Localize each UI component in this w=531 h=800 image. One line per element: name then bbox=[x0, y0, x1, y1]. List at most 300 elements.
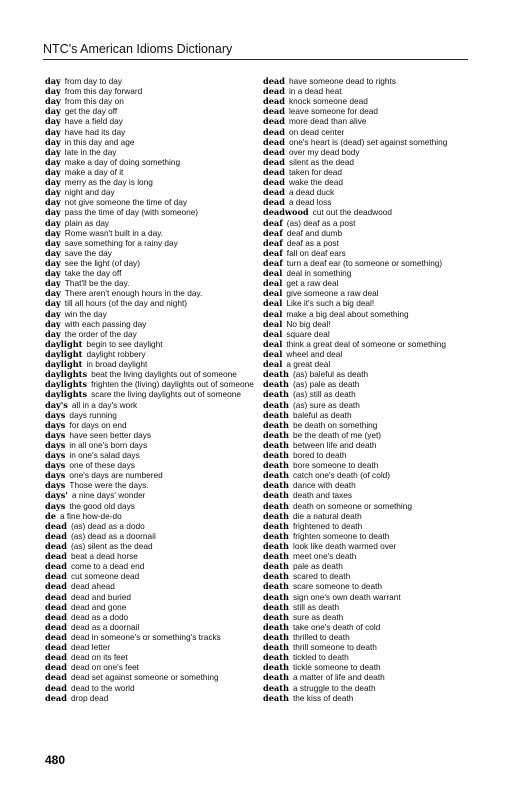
idiom-phrase: a dead loss bbox=[288, 197, 332, 208]
headword: death bbox=[263, 541, 289, 552]
headword: daylight bbox=[45, 338, 83, 349]
headword: day bbox=[45, 318, 61, 329]
index-entry bbox=[45, 127, 259, 137]
idiom-phrase: sign one's own death warrant bbox=[292, 591, 401, 602]
index-entry bbox=[263, 268, 477, 278]
index-entry bbox=[263, 197, 477, 207]
headword: death bbox=[263, 561, 289, 572]
headword: death bbox=[263, 682, 289, 693]
headword: day bbox=[45, 156, 61, 167]
idiom-phrase: cut someone dead bbox=[70, 571, 140, 582]
idiom-phrase: (as) dead as a dodo bbox=[70, 520, 145, 531]
index-entry bbox=[263, 106, 477, 116]
headword: dead bbox=[45, 601, 67, 612]
left-column bbox=[45, 76, 259, 703]
index-entry bbox=[45, 278, 259, 288]
index-entry bbox=[45, 551, 259, 561]
index-entry bbox=[263, 157, 477, 167]
idiom-phrase: on dead center bbox=[288, 126, 345, 137]
idiom-phrase: frighten the (living) daylights out of someone bbox=[91, 379, 254, 390]
index-entry bbox=[263, 187, 477, 197]
index-entry bbox=[45, 490, 259, 500]
idiom-phrase: dance with death bbox=[292, 480, 356, 491]
headword: deal bbox=[263, 298, 283, 309]
headword: dead bbox=[45, 692, 67, 703]
index-entry bbox=[45, 197, 259, 207]
index-entry bbox=[45, 238, 259, 248]
index-entry bbox=[263, 480, 477, 490]
index-entry bbox=[45, 410, 259, 420]
index-entry bbox=[45, 652, 259, 662]
idiom-phrase: (as) baleful as death bbox=[292, 369, 369, 380]
headword: deaf bbox=[263, 227, 283, 238]
headword: deal bbox=[263, 328, 283, 339]
index-entry bbox=[45, 147, 259, 157]
index-entry bbox=[263, 551, 477, 561]
index-entry bbox=[45, 329, 259, 339]
idiom-phrase: square deal bbox=[286, 328, 330, 339]
idiom-phrase: taken for dead bbox=[288, 166, 343, 177]
headword: dead bbox=[45, 682, 67, 693]
idiom-phrase: days running bbox=[69, 409, 117, 420]
index-entry bbox=[45, 521, 259, 531]
headword: deal bbox=[263, 318, 283, 329]
headword: dead bbox=[45, 632, 67, 643]
headword: deal bbox=[263, 268, 283, 279]
idiom-phrase: thrill someone to death bbox=[292, 642, 377, 653]
index-entry bbox=[263, 177, 477, 187]
headword: deaf bbox=[263, 257, 283, 268]
idiom-phrase: cut out the deadwood bbox=[312, 207, 393, 218]
right-column bbox=[263, 76, 477, 703]
idiom-phrase: make a day of doing something bbox=[64, 156, 181, 167]
idiom-phrase: silent as the dead bbox=[288, 156, 355, 167]
index-entry bbox=[45, 369, 259, 379]
index-entry bbox=[45, 450, 259, 460]
idiom-phrase: in one's salad days bbox=[69, 450, 140, 461]
idiom-phrase: not give someone the time of day bbox=[64, 197, 188, 208]
index-entry bbox=[263, 389, 477, 399]
index-entry bbox=[263, 207, 477, 217]
headword: days bbox=[45, 460, 66, 471]
idiom-phrase: deal in something bbox=[286, 268, 352, 279]
index-entry bbox=[45, 137, 259, 147]
idiom-phrase: dead and gone bbox=[70, 601, 127, 612]
idiom-phrase: see the light (of day) bbox=[64, 257, 140, 268]
index-entry bbox=[45, 531, 259, 541]
headword: day bbox=[45, 298, 61, 309]
index-entry bbox=[263, 258, 477, 268]
idiom-phrase: beat a dead horse bbox=[70, 551, 138, 562]
index-entry bbox=[263, 288, 477, 298]
index-entry bbox=[263, 460, 477, 470]
index-entry bbox=[263, 592, 477, 602]
index-entry bbox=[45, 389, 259, 399]
idiom-phrase: till all hours (of the day and night) bbox=[64, 298, 188, 309]
headword: death bbox=[263, 571, 289, 582]
headword: dead bbox=[45, 530, 67, 541]
index-entry bbox=[45, 642, 259, 652]
idiom-phrase: think a great deal of someone or something bbox=[286, 338, 446, 349]
idiom-phrase: between life and death bbox=[292, 439, 377, 450]
headword: deal bbox=[263, 359, 283, 370]
index-entry bbox=[45, 501, 259, 511]
headword: day bbox=[45, 217, 61, 228]
headword: day bbox=[45, 166, 61, 177]
idiom-phrase: in broad daylight bbox=[86, 359, 148, 370]
index-entry bbox=[45, 258, 259, 268]
headword: days bbox=[45, 500, 66, 511]
index-entry bbox=[263, 298, 477, 308]
idiom-phrase: merry as the day is long bbox=[64, 177, 153, 188]
headword: dead bbox=[263, 76, 285, 86]
headword: dead bbox=[263, 187, 285, 198]
idiom-phrase: catch one's death (of cold) bbox=[292, 470, 391, 481]
idiom-phrase: There aren't enough hours in the day. bbox=[64, 288, 203, 299]
index-entry bbox=[263, 511, 477, 521]
idiom-phrase: scare someone to death bbox=[292, 581, 383, 592]
headword: daylights bbox=[45, 389, 88, 400]
idiom-phrase: knock someone dead bbox=[288, 96, 368, 107]
idiom-phrase: save the day bbox=[64, 247, 112, 258]
idiom-phrase: a nine days' wonder bbox=[71, 490, 146, 501]
headword: dead bbox=[45, 520, 67, 531]
index-entry bbox=[263, 96, 477, 106]
index-entry bbox=[263, 632, 477, 642]
headword: dead bbox=[263, 136, 285, 147]
idiom-phrase: (as) still as death bbox=[292, 389, 356, 400]
headword: deadwood bbox=[263, 207, 309, 218]
idiom-phrase: dead on one's feet bbox=[70, 662, 139, 673]
idiom-phrase: save something for a rainy day bbox=[64, 237, 178, 248]
index-entry bbox=[45, 248, 259, 258]
idiom-phrase: wheel and deal bbox=[286, 348, 343, 359]
headword: day bbox=[45, 116, 61, 127]
index-entry bbox=[263, 521, 477, 531]
headword: day bbox=[45, 146, 61, 157]
index-entry bbox=[45, 96, 259, 106]
index-entry bbox=[45, 430, 259, 440]
index-entry bbox=[45, 187, 259, 197]
headword: dead bbox=[263, 166, 285, 177]
idiom-phrase: death on someone or something bbox=[292, 500, 412, 511]
idiom-phrase: dead letter bbox=[70, 642, 111, 653]
index-entry bbox=[45, 420, 259, 430]
headword: days bbox=[45, 409, 66, 420]
index-entry bbox=[263, 309, 477, 319]
headword: death bbox=[263, 379, 289, 390]
headword: death bbox=[263, 490, 289, 501]
idiom-phrase: in this day and age bbox=[64, 136, 135, 147]
headword: death bbox=[263, 389, 289, 400]
idiom-phrase: plain as day bbox=[64, 217, 110, 228]
headword: dead bbox=[45, 541, 67, 552]
idiom-phrase: dead ahead bbox=[70, 581, 115, 592]
index-entry bbox=[263, 622, 477, 632]
idiom-phrase: fall on deaf ears bbox=[286, 247, 346, 258]
headword: death bbox=[263, 439, 289, 450]
headword: dead bbox=[45, 652, 67, 663]
headword: days bbox=[45, 480, 66, 491]
index-entry bbox=[263, 349, 477, 359]
headword: dead bbox=[45, 642, 67, 653]
idiom-phrase: bored to death bbox=[292, 450, 347, 461]
headword: daylights bbox=[45, 369, 88, 380]
page-number: 480 bbox=[45, 753, 66, 767]
headword: dead bbox=[45, 591, 67, 602]
index-entry bbox=[45, 440, 259, 450]
idiom-phrase: from this day on bbox=[64, 96, 124, 107]
idiom-phrase: dead in someone's or something's tracks bbox=[70, 632, 221, 643]
headword: deal bbox=[263, 308, 283, 319]
idiom-phrase: dead to the world bbox=[70, 682, 135, 693]
headword: deaf bbox=[263, 247, 283, 258]
index-entry bbox=[45, 349, 259, 359]
index-entry bbox=[263, 127, 477, 137]
headword: day bbox=[45, 106, 61, 117]
idiom-phrase: over my dead body bbox=[288, 146, 360, 157]
headword: deaf bbox=[263, 217, 283, 228]
idiom-phrase: get a raw deal bbox=[286, 278, 339, 289]
headword: dead bbox=[45, 561, 67, 572]
headword: days bbox=[45, 439, 66, 450]
idiom-phrase: late in the day bbox=[64, 146, 117, 157]
index-entry bbox=[263, 531, 477, 541]
idiom-phrase: frightened to death bbox=[292, 520, 363, 531]
idiom-phrase: make a day of it bbox=[64, 166, 124, 177]
index-entry bbox=[263, 662, 477, 672]
headword: day bbox=[45, 268, 61, 279]
idiom-phrase: wake the dead bbox=[288, 177, 343, 188]
idiom-phrase: dead on its feet bbox=[70, 652, 128, 663]
index-entry bbox=[45, 622, 259, 632]
headword: deal bbox=[263, 278, 283, 289]
idiom-phrase: give someone a raw deal bbox=[286, 288, 379, 299]
idiom-phrase: the kiss of death bbox=[292, 692, 354, 703]
idiom-phrase: turn a deaf ear (to someone or something) bbox=[286, 257, 443, 268]
idiom-phrase: a fine how-de-do bbox=[59, 510, 122, 521]
headword: days' bbox=[45, 490, 68, 501]
index-entry bbox=[45, 612, 259, 622]
index-entry bbox=[263, 379, 477, 389]
idiom-phrase: have seen better days bbox=[69, 429, 152, 440]
headword: dead bbox=[45, 571, 67, 582]
index-entry bbox=[263, 652, 477, 662]
header-rule bbox=[43, 59, 468, 60]
headword: death bbox=[263, 591, 289, 602]
headword: death bbox=[263, 632, 289, 643]
headword: day bbox=[45, 247, 61, 258]
running-header: NTC's American Idioms Dictionary bbox=[43, 42, 233, 56]
idiom-phrase: baleful as death bbox=[292, 409, 352, 420]
idiom-phrase: dead as a doornail bbox=[70, 621, 140, 632]
idiom-phrase: (as) silent as the dead bbox=[70, 541, 153, 552]
headword: death bbox=[263, 470, 289, 481]
headword: dead bbox=[263, 146, 285, 157]
idiom-phrase: Rome wasn't built in a day. bbox=[64, 227, 164, 238]
headword: day bbox=[45, 187, 61, 198]
idiom-phrase: with each passing day bbox=[64, 318, 147, 329]
idiom-phrase: scare the living daylights out of someone bbox=[91, 389, 241, 400]
idiom-phrase: deaf and dumb bbox=[286, 227, 343, 238]
headword: dead bbox=[45, 672, 67, 683]
headword: dead bbox=[45, 621, 67, 632]
idiom-phrase: pass the time of day (with someone) bbox=[64, 207, 199, 218]
headword: deaf bbox=[263, 237, 283, 248]
headword: days bbox=[45, 450, 66, 461]
headword: death bbox=[263, 369, 289, 380]
index-entry bbox=[263, 430, 477, 440]
idiom-phrase: one's heart is (dead) set against something bbox=[288, 136, 448, 147]
index-entry bbox=[263, 329, 477, 339]
idiom-phrase: pale as death bbox=[292, 561, 343, 572]
headword: death bbox=[263, 500, 289, 511]
headword: dead bbox=[45, 551, 67, 562]
headword: death bbox=[263, 611, 289, 622]
index-entry bbox=[263, 581, 477, 591]
headword: death bbox=[263, 429, 289, 440]
headword: dead bbox=[45, 581, 67, 592]
index-entry bbox=[263, 167, 477, 177]
headword: day bbox=[45, 126, 61, 137]
index-entry bbox=[263, 238, 477, 248]
index-entry bbox=[263, 410, 477, 420]
idiom-phrase: take one's death of cold bbox=[292, 621, 381, 632]
idiom-phrase: bore someone to death bbox=[292, 460, 379, 471]
index-entry bbox=[263, 420, 477, 430]
idiom-phrase: beat the living daylights out of someone bbox=[91, 369, 237, 380]
headword: dead bbox=[263, 126, 285, 137]
index-entry bbox=[263, 440, 477, 450]
headword: death bbox=[263, 450, 289, 461]
headword: deal bbox=[263, 338, 283, 349]
headword: day bbox=[45, 288, 61, 299]
headword: death bbox=[263, 480, 289, 491]
headword: death bbox=[263, 692, 289, 703]
index-entry bbox=[45, 460, 259, 470]
idiom-phrase: sure as death bbox=[292, 611, 344, 622]
index-entry bbox=[45, 339, 259, 349]
index-entry bbox=[263, 76, 477, 86]
idiom-phrase: the order of the day bbox=[64, 328, 137, 339]
idiom-phrase: all in a day's work bbox=[71, 399, 138, 410]
index-entry bbox=[45, 632, 259, 642]
index-entry bbox=[45, 116, 259, 126]
idiom-phrase: from day to day bbox=[64, 76, 122, 86]
headword: day bbox=[45, 207, 61, 218]
idiom-phrase: more dead than alive bbox=[288, 116, 367, 127]
idiom-phrase: tickled to death bbox=[292, 652, 349, 663]
headword: death bbox=[263, 551, 289, 562]
headword: day bbox=[45, 197, 61, 208]
headword: death bbox=[263, 510, 289, 521]
idiom-phrase: drop dead bbox=[70, 692, 109, 703]
headword: death bbox=[263, 409, 289, 420]
headword: days bbox=[45, 419, 66, 430]
idiom-phrase: tickle someone to death bbox=[292, 662, 381, 673]
index-entry bbox=[45, 319, 259, 329]
idiom-phrase: in all one's born days bbox=[69, 439, 148, 450]
headword: death bbox=[263, 460, 289, 471]
index-entry bbox=[45, 359, 259, 369]
headword: day bbox=[45, 328, 61, 339]
index-entry bbox=[45, 309, 259, 319]
headword: dead bbox=[45, 611, 67, 622]
headword: day bbox=[45, 177, 61, 188]
idiom-phrase: scared to death bbox=[292, 571, 351, 582]
index-entry bbox=[45, 511, 259, 521]
idiom-phrase: a struggle to the death bbox=[292, 682, 376, 693]
idiom-phrase: one's days are numbered bbox=[69, 470, 163, 481]
index-entry bbox=[45, 268, 259, 278]
index-entry bbox=[45, 480, 259, 490]
idiom-phrase: from this day forward bbox=[64, 86, 143, 97]
headword: dead bbox=[263, 177, 285, 188]
index-entry bbox=[263, 642, 477, 652]
headword: day bbox=[45, 96, 61, 107]
idiom-phrase: (as) sure as death bbox=[292, 399, 360, 410]
idiom-phrase: deaf as a post bbox=[286, 237, 339, 248]
headword: dead bbox=[263, 116, 285, 127]
idiom-phrase: the good old days bbox=[69, 500, 135, 511]
headword: death bbox=[263, 601, 289, 612]
headword: death bbox=[263, 399, 289, 410]
idiom-phrase: dead and buried bbox=[70, 591, 131, 602]
headword: day bbox=[45, 227, 61, 238]
index-entry bbox=[263, 116, 477, 126]
headword: dead bbox=[263, 96, 285, 107]
index-entry bbox=[263, 86, 477, 96]
idiom-phrase: take the day off bbox=[64, 268, 122, 279]
headword: death bbox=[263, 419, 289, 430]
index-entry bbox=[45, 106, 259, 116]
idiom-phrase: be the death of me (yet) bbox=[292, 429, 382, 440]
index-entry bbox=[45, 592, 259, 602]
index-entry bbox=[263, 490, 477, 500]
index-entry bbox=[45, 571, 259, 581]
index-entry bbox=[263, 571, 477, 581]
index-entry bbox=[263, 248, 477, 258]
idiom-phrase: a matter of life and death bbox=[292, 672, 385, 683]
index-entry bbox=[45, 379, 259, 389]
idiom-phrase: make a big deal about something bbox=[286, 308, 409, 319]
idiom-phrase: frighten someone to death bbox=[292, 530, 390, 541]
idiom-phrase: dead as a dodo bbox=[70, 611, 129, 622]
headword: dead bbox=[45, 662, 67, 673]
idiom-phrase: (as) dead as a doornail bbox=[70, 530, 156, 541]
idiom-phrase: die a natural death bbox=[292, 510, 362, 521]
index-entry bbox=[45, 662, 259, 672]
index-entry bbox=[45, 177, 259, 187]
index-entry bbox=[263, 228, 477, 238]
index-entry bbox=[263, 278, 477, 288]
headword: day bbox=[45, 76, 61, 86]
idiom-phrase: win the day bbox=[64, 308, 107, 319]
headword: day bbox=[45, 136, 61, 147]
index-entry bbox=[263, 612, 477, 622]
headword: day's bbox=[45, 399, 68, 410]
index-entry bbox=[45, 581, 259, 591]
headword: day bbox=[45, 278, 61, 289]
idiom-phrase: have had its day bbox=[64, 126, 126, 137]
idiom-phrase: be death on something bbox=[292, 419, 378, 430]
idiom-phrase: death and taxes bbox=[292, 490, 353, 501]
index-entry bbox=[45, 400, 259, 410]
index-entry bbox=[263, 319, 477, 329]
headword: death bbox=[263, 642, 289, 653]
index-entry bbox=[45, 672, 259, 682]
index-entry bbox=[263, 501, 477, 511]
